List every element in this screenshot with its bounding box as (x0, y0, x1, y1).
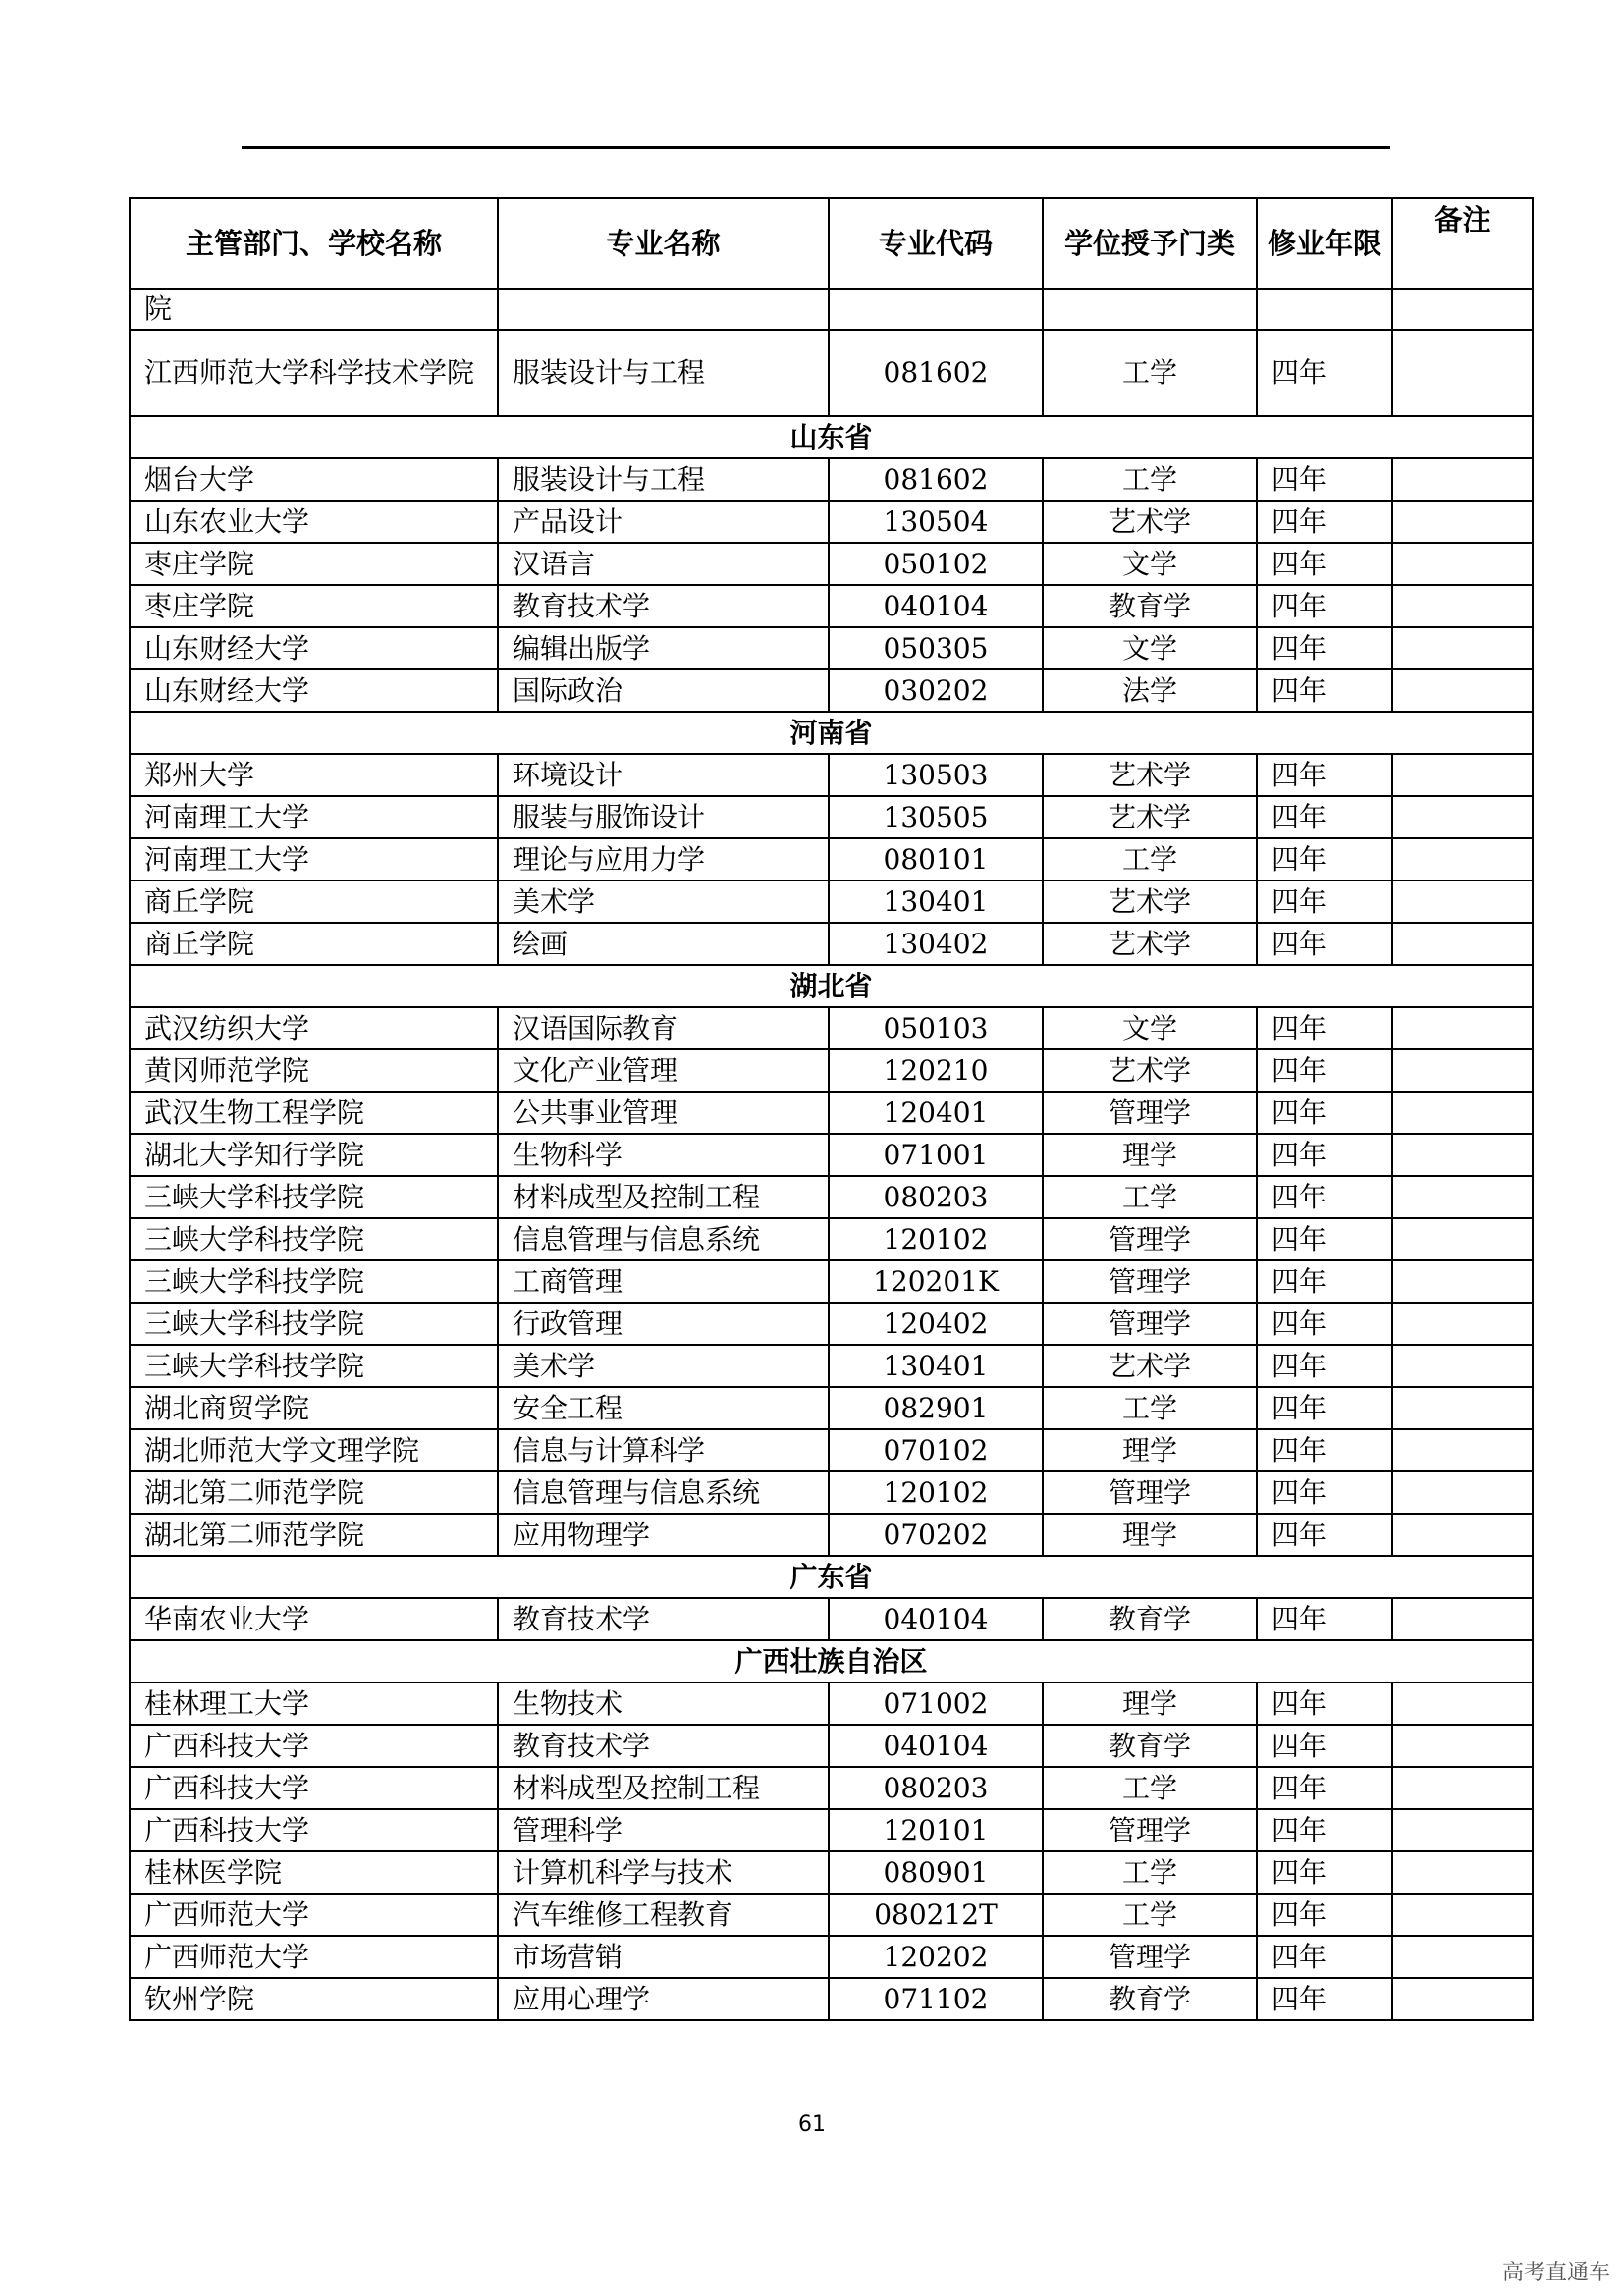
cell-notes (1392, 1809, 1533, 1851)
table-row (130, 1176, 1533, 1218)
cell-years: 四年 (1257, 1978, 1392, 2020)
cell-years: 四年 (1257, 1134, 1392, 1176)
cell-code: 120101 (829, 1809, 1043, 1851)
cell-major: 汽车维修工程教育 (498, 1894, 829, 1936)
cell-degree: 艺术学 (1043, 881, 1257, 923)
cell-school: 三峡大学科技学院 (130, 1176, 498, 1218)
cell-code: 080901 (829, 1851, 1043, 1894)
cell-code: 071102 (829, 1978, 1043, 2020)
cell-school: 广西师范大学 (130, 1936, 498, 1978)
cell-school: 湖北商贸学院 (130, 1387, 498, 1429)
cell-degree: 工学 (1043, 330, 1257, 416)
cell-notes (1392, 669, 1533, 712)
cell-major: 产品设计 (498, 501, 829, 543)
cell-school: 武汉纺织大学 (130, 1007, 498, 1049)
cell-code: 120401 (829, 1092, 1043, 1134)
cell-code: 081602 (829, 330, 1043, 416)
cell-code: 040104 (829, 1725, 1043, 1767)
cell-major: 生物技术 (498, 1682, 829, 1725)
cell-code: 040104 (829, 585, 1043, 627)
cell-school: 院 (130, 289, 498, 330)
province-name: 湖北省 (130, 965, 1533, 1007)
cell-years: 四年 (1257, 1894, 1392, 1936)
cell-years: 四年 (1257, 627, 1392, 669)
table-row (130, 501, 1533, 543)
cell-major: 汉语言 (498, 543, 829, 585)
cell-notes (1392, 1429, 1533, 1471)
cell-major: 应用物理学 (498, 1514, 829, 1556)
cell-major: 工商管理 (498, 1260, 829, 1303)
cell-major: 公共事业管理 (498, 1092, 829, 1134)
cell-major: 教育技术学 (498, 1598, 829, 1640)
table-row (130, 1345, 1533, 1387)
cell-notes (1392, 1049, 1533, 1092)
cell-degree: 管理学 (1043, 1092, 1257, 1134)
cell-notes (1392, 501, 1533, 543)
cell-major: 信息管理与信息系统 (498, 1218, 829, 1260)
cell-school: 枣庄学院 (130, 543, 498, 585)
cell-years: 四年 (1257, 458, 1392, 501)
cell-degree: 理学 (1043, 1429, 1257, 1471)
cell-code: 080203 (829, 1767, 1043, 1809)
cell-school: 湖北第二师范学院 (130, 1471, 498, 1514)
cell-major: 服装与服饰设计 (498, 796, 829, 838)
cell-years (1257, 289, 1392, 330)
cell-degree: 管理学 (1043, 1809, 1257, 1851)
cell-notes (1392, 585, 1533, 627)
cell-code: 120201K (829, 1260, 1043, 1303)
cell-degree: 理学 (1043, 1514, 1257, 1556)
cell-degree: 文学 (1043, 627, 1257, 669)
cell-code: 130401 (829, 1345, 1043, 1387)
table-row (130, 330, 1533, 416)
cell-code: 130505 (829, 796, 1043, 838)
cell-major: 汉语国际教育 (498, 1007, 829, 1049)
cell-major: 计算机科学与技术 (498, 1851, 829, 1894)
cell-years: 四年 (1257, 1303, 1392, 1345)
cell-school: 山东财经大学 (130, 627, 498, 669)
table-row (130, 585, 1533, 627)
cell-degree: 法学 (1043, 669, 1257, 712)
cell-major (498, 289, 829, 330)
cell-school: 商丘学院 (130, 881, 498, 923)
cell-major: 信息管理与信息系统 (498, 1471, 829, 1514)
cell-major: 环境设计 (498, 754, 829, 796)
cell-degree: 工学 (1043, 838, 1257, 881)
cell-years: 四年 (1257, 1682, 1392, 1725)
cell-code: 040104 (829, 1598, 1043, 1640)
cell-code: 050305 (829, 627, 1043, 669)
cell-notes (1392, 1767, 1533, 1809)
cell-notes (1392, 458, 1533, 501)
cell-years: 四年 (1257, 1471, 1392, 1514)
cell-degree: 艺术学 (1043, 923, 1257, 965)
cell-code: 130503 (829, 754, 1043, 796)
cell-years: 四年 (1257, 543, 1392, 585)
cell-degree: 教育学 (1043, 1725, 1257, 1767)
table-row (130, 1936, 1533, 1978)
cell-notes (1392, 330, 1533, 416)
table-row (130, 881, 1533, 923)
cell-school: 郑州大学 (130, 754, 498, 796)
cell-major: 教育技术学 (498, 585, 829, 627)
table-row (130, 1978, 1533, 2020)
page-number: 61 (798, 2112, 826, 2137)
cell-major: 应用心理学 (498, 1978, 829, 2020)
cell-notes (1392, 1260, 1533, 1303)
table-row (130, 754, 1533, 796)
cell-notes (1392, 1851, 1533, 1894)
cell-degree: 教育学 (1043, 1598, 1257, 1640)
cell-code: 130401 (829, 881, 1043, 923)
cell-code: 120102 (829, 1218, 1043, 1260)
cell-notes (1392, 289, 1533, 330)
cell-years: 四年 (1257, 1429, 1392, 1471)
cell-school: 商丘学院 (130, 923, 498, 965)
cell-major: 教育技术学 (498, 1725, 829, 1767)
cell-school: 广西师范大学 (130, 1894, 498, 1936)
cell-school: 河南理工大学 (130, 838, 498, 881)
cell-major: 编辑出版学 (498, 627, 829, 669)
cell-notes (1392, 1303, 1533, 1345)
cell-notes (1392, 1007, 1533, 1049)
table-body (130, 289, 1533, 2020)
table-row (130, 627, 1533, 669)
table-row (130, 458, 1533, 501)
cell-code: 130504 (829, 501, 1043, 543)
cell-degree: 文学 (1043, 543, 1257, 585)
cell-school: 三峡大学科技学院 (130, 1218, 498, 1260)
cell-notes (1392, 838, 1533, 881)
cell-years: 四年 (1257, 1598, 1392, 1640)
cell-years: 四年 (1257, 1387, 1392, 1429)
cell-school: 桂林理工大学 (130, 1682, 498, 1725)
header-years: 修业年限 (1257, 198, 1392, 289)
cell-notes (1392, 1092, 1533, 1134)
table-row (130, 1049, 1533, 1092)
table-row (130, 1429, 1533, 1471)
cell-years: 四年 (1257, 796, 1392, 838)
cell-major: 管理科学 (498, 1809, 829, 1851)
cell-school: 广西科技大学 (130, 1809, 498, 1851)
cell-major: 国际政治 (498, 669, 829, 712)
table-row (130, 1303, 1533, 1345)
cell-notes (1392, 1598, 1533, 1640)
cell-degree: 理学 (1043, 1134, 1257, 1176)
cell-school: 湖北第二师范学院 (130, 1514, 498, 1556)
header-code: 专业代码 (829, 198, 1043, 289)
cell-years: 四年 (1257, 754, 1392, 796)
table-row (130, 1598, 1533, 1640)
cell-notes (1392, 627, 1533, 669)
table-row (130, 923, 1533, 965)
cell-school: 江西师范大学科学技术学院 (130, 330, 498, 416)
cell-degree: 艺术学 (1043, 1049, 1257, 1092)
cell-major: 美术学 (498, 1345, 829, 1387)
cell-degree: 管理学 (1043, 1303, 1257, 1345)
header-notes: 备注 (1392, 198, 1533, 289)
cell-school: 广西科技大学 (130, 1767, 498, 1809)
cell-degree: 管理学 (1043, 1260, 1257, 1303)
cell-major: 市场营销 (498, 1936, 829, 1978)
cell-degree: 工学 (1043, 1176, 1257, 1218)
cell-major: 材料成型及控制工程 (498, 1767, 829, 1809)
table-row (130, 1218, 1533, 1260)
cell-years: 四年 (1257, 1809, 1392, 1851)
cell-notes (1392, 1978, 1533, 2020)
cell-degree: 工学 (1043, 1851, 1257, 1894)
cell-major: 美术学 (498, 881, 829, 923)
cell-years: 四年 (1257, 501, 1392, 543)
table-row (130, 289, 1533, 330)
province-header-row (130, 416, 1533, 458)
province-header-row (130, 1640, 1533, 1682)
cell-degree: 工学 (1043, 1767, 1257, 1809)
cell-school: 广西科技大学 (130, 1725, 498, 1767)
table-row (130, 1092, 1533, 1134)
cell-school: 钦州学院 (130, 1978, 498, 2020)
cell-code: 050103 (829, 1007, 1043, 1049)
cell-notes (1392, 1176, 1533, 1218)
cell-major: 行政管理 (498, 1303, 829, 1345)
cell-code: 120202 (829, 1936, 1043, 1978)
cell-major: 安全工程 (498, 1387, 829, 1429)
cell-code: 070202 (829, 1514, 1043, 1556)
cell-years: 四年 (1257, 330, 1392, 416)
cell-years: 四年 (1257, 1767, 1392, 1809)
table-row (130, 1260, 1533, 1303)
cell-major: 文化产业管理 (498, 1049, 829, 1092)
table-row (130, 1387, 1533, 1429)
cell-years: 四年 (1257, 669, 1392, 712)
table-row (130, 1471, 1533, 1514)
cell-notes (1392, 1894, 1533, 1936)
cell-code: 050102 (829, 543, 1043, 585)
table-row (130, 1809, 1533, 1851)
province-header-row (130, 965, 1533, 1007)
cell-notes (1392, 1682, 1533, 1725)
province-header-row (130, 1556, 1533, 1598)
cell-notes (1392, 796, 1533, 838)
watermark: 高考直通车 (1501, 2261, 1610, 2285)
header-rule (242, 146, 1390, 149)
cell-code: 030202 (829, 669, 1043, 712)
cell-code: 120210 (829, 1049, 1043, 1092)
cell-degree: 理学 (1043, 1682, 1257, 1725)
cell-years: 四年 (1257, 1936, 1392, 1978)
cell-degree: 艺术学 (1043, 501, 1257, 543)
cell-years: 四年 (1257, 1345, 1392, 1387)
cell-degree: 工学 (1043, 1894, 1257, 1936)
table-row (130, 796, 1533, 838)
header-major: 专业名称 (498, 198, 829, 289)
table-row (130, 1851, 1533, 1894)
cell-years: 四年 (1257, 881, 1392, 923)
cell-notes (1392, 1387, 1533, 1429)
cell-school: 湖北大学知行学院 (130, 1134, 498, 1176)
cell-notes (1392, 1725, 1533, 1767)
cell-school: 河南理工大学 (130, 796, 498, 838)
header-school: 主管部门、学校名称 (130, 198, 498, 289)
cell-degree: 教育学 (1043, 585, 1257, 627)
cell-school: 华南农业大学 (130, 1598, 498, 1640)
cell-years: 四年 (1257, 1218, 1392, 1260)
table-row (130, 1007, 1533, 1049)
cell-school: 桂林医学院 (130, 1851, 498, 1894)
cell-major: 服装设计与工程 (498, 458, 829, 501)
cell-notes (1392, 1218, 1533, 1260)
cell-code: 070102 (829, 1429, 1043, 1471)
cell-degree: 文学 (1043, 1007, 1257, 1049)
cell-code: 071002 (829, 1682, 1043, 1725)
province-name: 广西壮族自治区 (130, 1640, 1533, 1682)
cell-school: 三峡大学科技学院 (130, 1260, 498, 1303)
cell-code: 081602 (829, 458, 1043, 501)
majors-table (129, 197, 1534, 2021)
table-row (130, 1514, 1533, 1556)
cell-degree: 教育学 (1043, 1978, 1257, 2020)
cell-notes (1392, 881, 1533, 923)
cell-code: 120402 (829, 1303, 1043, 1345)
cell-major: 理论与应用力学 (498, 838, 829, 881)
cell-code: 130402 (829, 923, 1043, 965)
table-header-row (130, 198, 1533, 289)
header-degree: 学位授予门类 (1043, 198, 1257, 289)
table-row (130, 543, 1533, 585)
table-row (130, 1134, 1533, 1176)
cell-school: 山东农业大学 (130, 501, 498, 543)
cell-notes (1392, 754, 1533, 796)
cell-degree: 工学 (1043, 1387, 1257, 1429)
cell-school: 三峡大学科技学院 (130, 1345, 498, 1387)
cell-notes (1392, 1134, 1533, 1176)
cell-school: 湖北师范大学文理学院 (130, 1429, 498, 1471)
cell-years: 四年 (1257, 1007, 1392, 1049)
cell-degree: 管理学 (1043, 1218, 1257, 1260)
cell-code: 082901 (829, 1387, 1043, 1429)
table-row (130, 1725, 1533, 1767)
cell-school: 枣庄学院 (130, 585, 498, 627)
cell-school: 山东财经大学 (130, 669, 498, 712)
province-name: 广东省 (130, 1556, 1533, 1598)
cell-years: 四年 (1257, 1049, 1392, 1092)
cell-school: 黄冈师范学院 (130, 1049, 498, 1092)
table-row (130, 1767, 1533, 1809)
province-name: 河南省 (130, 712, 1533, 754)
cell-degree: 艺术学 (1043, 796, 1257, 838)
cell-years: 四年 (1257, 585, 1392, 627)
cell-code (829, 289, 1043, 330)
cell-major: 材料成型及控制工程 (498, 1176, 829, 1218)
cell-code: 120102 (829, 1471, 1043, 1514)
cell-years: 四年 (1257, 838, 1392, 881)
cell-notes (1392, 1345, 1533, 1387)
table-row (130, 669, 1533, 712)
cell-notes (1392, 543, 1533, 585)
cell-school: 武汉生物工程学院 (130, 1092, 498, 1134)
province-name: 山东省 (130, 416, 1533, 458)
cell-code: 080101 (829, 838, 1043, 881)
cell-years: 四年 (1257, 1851, 1392, 1894)
cell-notes (1392, 923, 1533, 965)
cell-degree: 艺术学 (1043, 1345, 1257, 1387)
cell-years: 四年 (1257, 1514, 1392, 1556)
cell-code: 080203 (829, 1176, 1043, 1218)
cell-code: 071001 (829, 1134, 1043, 1176)
cell-major: 绘画 (498, 923, 829, 965)
cell-degree: 工学 (1043, 458, 1257, 501)
cell-major: 服装设计与工程 (498, 330, 829, 416)
cell-code: 080212T (829, 1894, 1043, 1936)
cell-notes (1392, 1936, 1533, 1978)
cell-years: 四年 (1257, 1176, 1392, 1218)
table-row (130, 1894, 1533, 1936)
table-row (130, 838, 1533, 881)
table-row (130, 1682, 1533, 1725)
cell-school: 三峡大学科技学院 (130, 1303, 498, 1345)
cell-years: 四年 (1257, 1092, 1392, 1134)
cell-notes (1392, 1471, 1533, 1514)
cell-degree: 艺术学 (1043, 754, 1257, 796)
cell-major: 生物科学 (498, 1134, 829, 1176)
cell-degree: 管理学 (1043, 1936, 1257, 1978)
cell-degree: 管理学 (1043, 1471, 1257, 1514)
cell-degree (1043, 289, 1257, 330)
cell-notes (1392, 1514, 1533, 1556)
cell-major: 信息与计算科学 (498, 1429, 829, 1471)
cell-years: 四年 (1257, 923, 1392, 965)
province-header-row (130, 712, 1533, 754)
cell-years: 四年 (1257, 1725, 1392, 1767)
cell-years: 四年 (1257, 1260, 1392, 1303)
cell-school: 烟台大学 (130, 458, 498, 501)
